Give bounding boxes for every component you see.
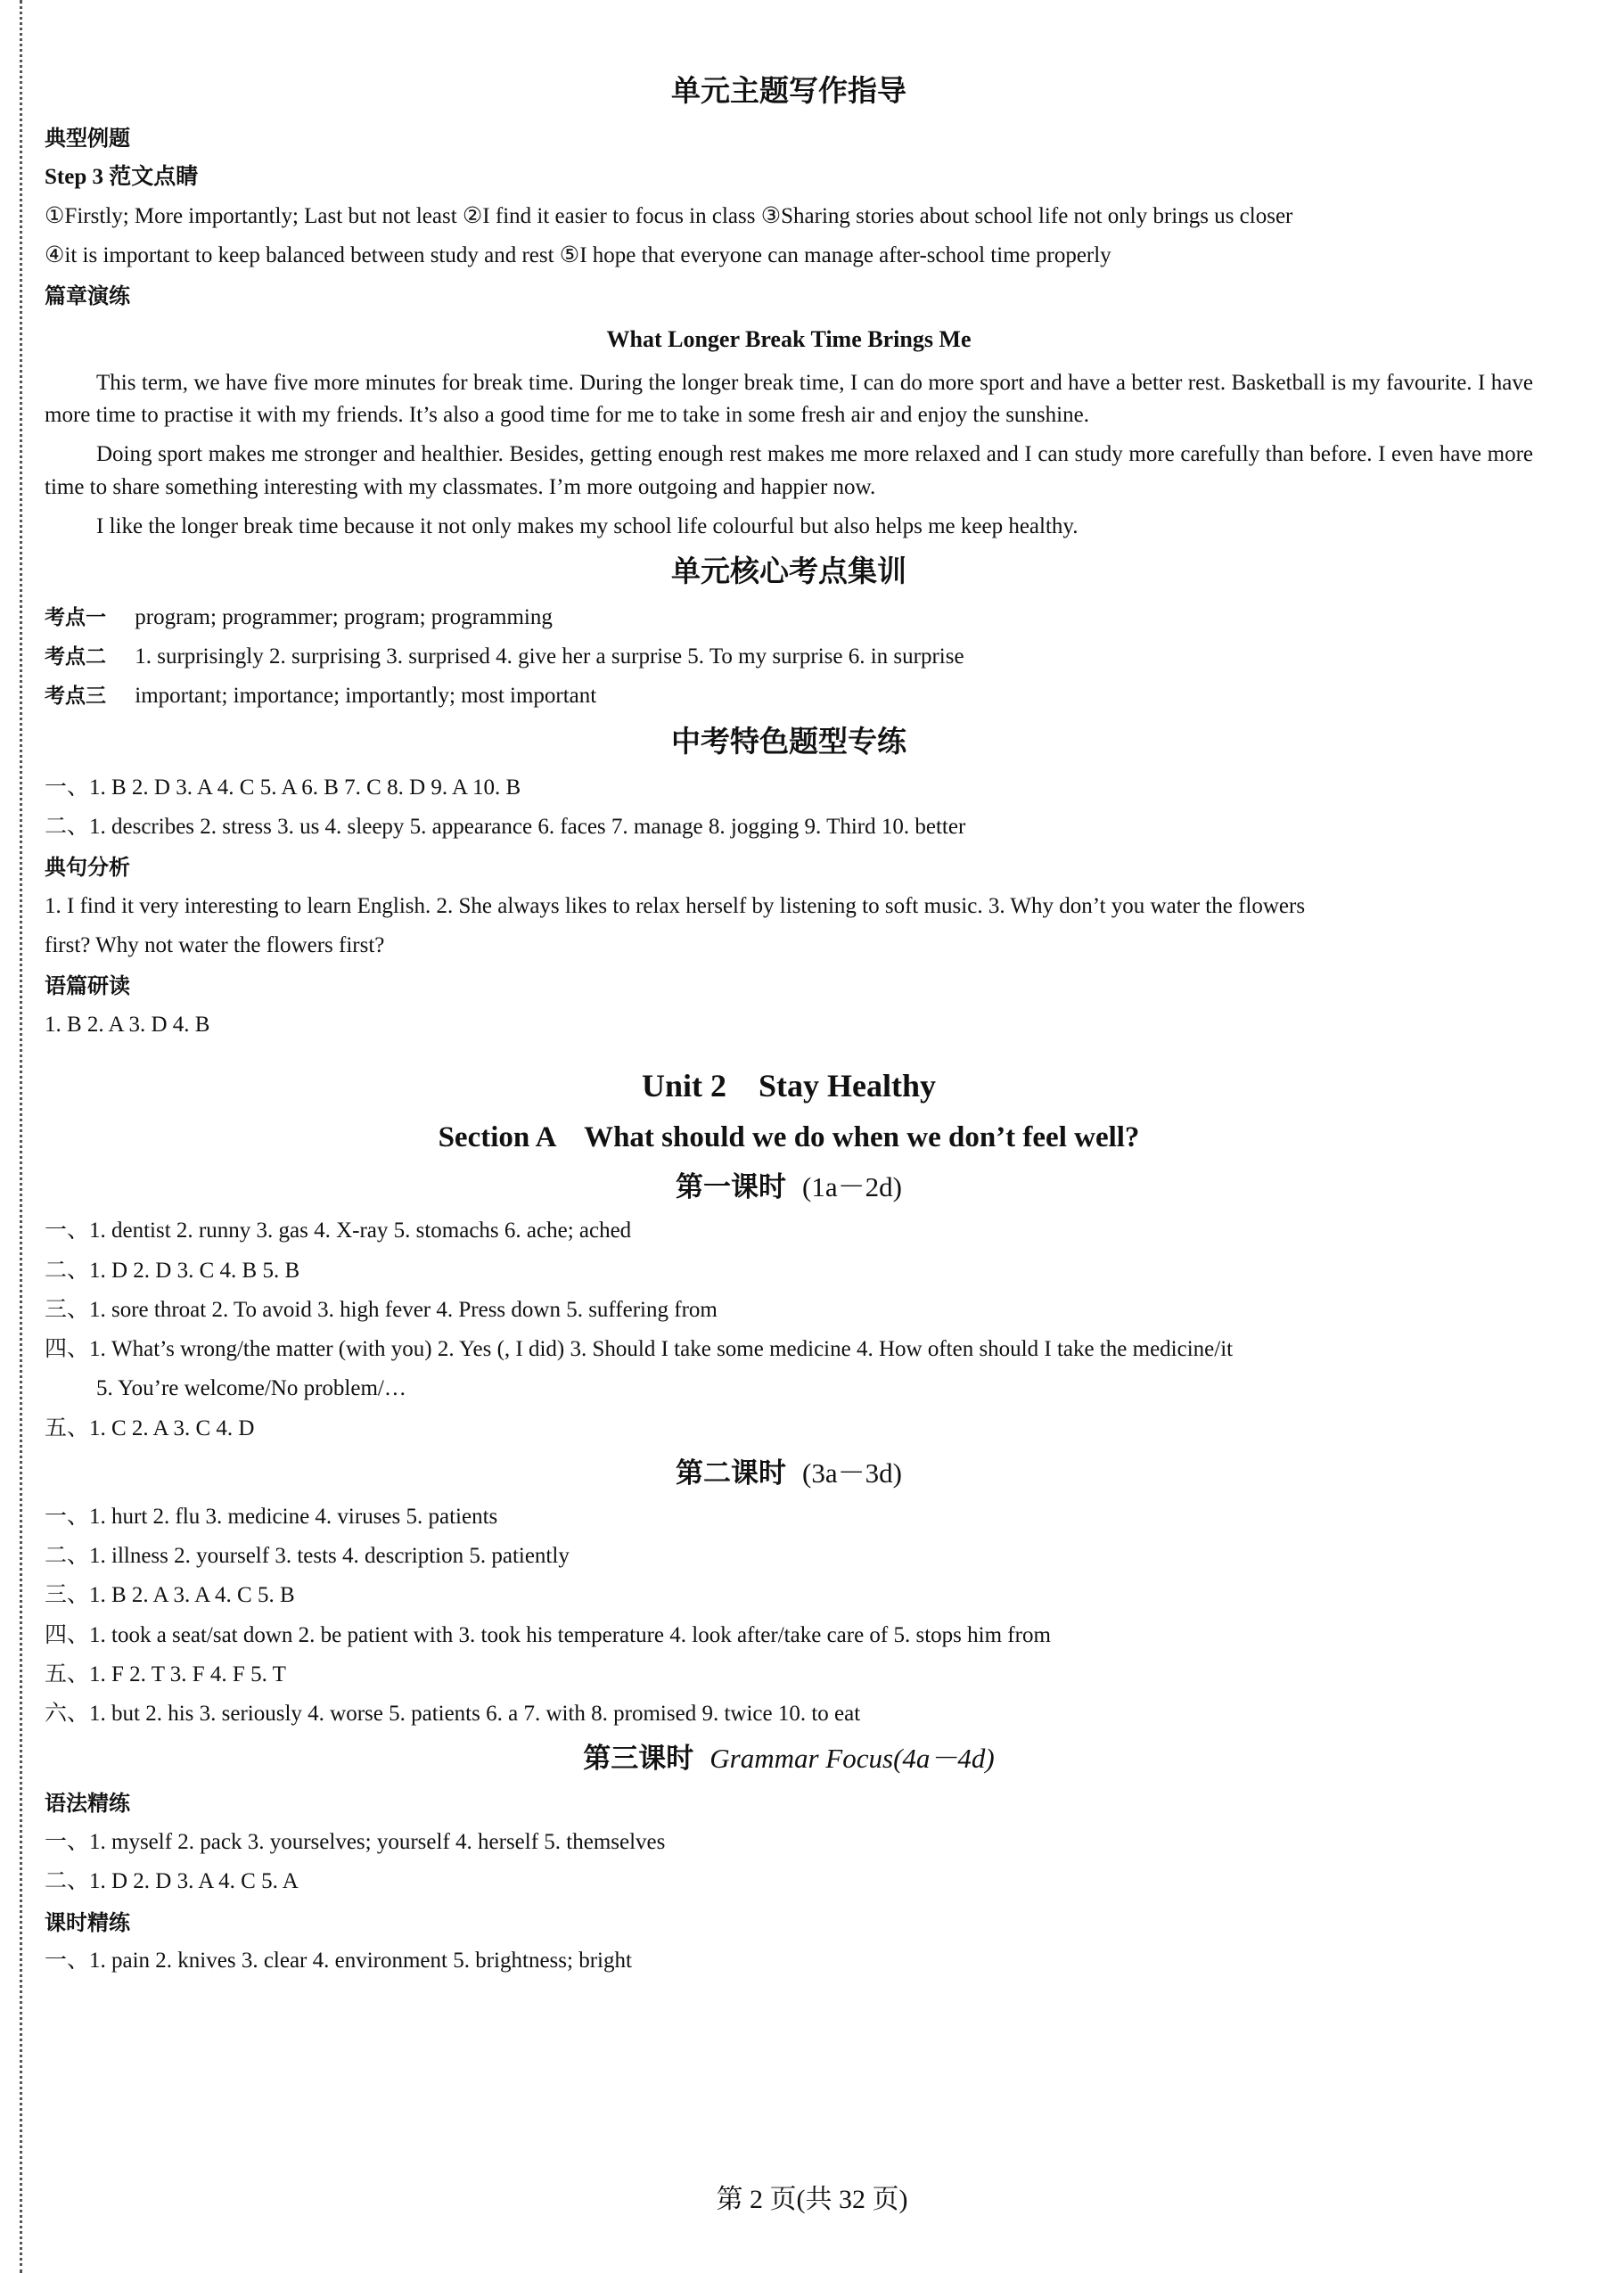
key-point-2-text: 1. surprisingly 2. surprising 3. surprised 4. give her a surprise 5. To my surprise 6. in surprise bbox=[135, 644, 964, 669]
grammar-answers-1: 一、1. myself 2. pack 3. yourselves; yourself 4. herself 5. themselves bbox=[45, 1830, 666, 1855]
section-a-title: Section A What should we do when we don’t feel well? bbox=[438, 1120, 1140, 1153]
sentence-answers-1: 1. I find it very interesting to learn English. 2. She always likes to relax herself by listening to soft music. 3. Why don’t you water the flowers bbox=[45, 893, 1306, 918]
label-grammar: 语法精练 bbox=[45, 1791, 130, 1817]
lesson-2-part-1: 一、1. hurt 2. flu 3. medicine 4. viruses 5. patients bbox=[45, 1504, 498, 1529]
binding-margin-line bbox=[20, 0, 22, 2273]
lesson-1-range: (1a－2d) bbox=[802, 1171, 902, 1203]
step-answers-line-1: ①Firstly; More importantly; Last but not least ②I find it easier to focus in class ③Sharing stories about school life not only brings us closer bbox=[45, 203, 1293, 228]
lesson-3-title: 第三课时 bbox=[583, 1743, 694, 1775]
key-point-2 bbox=[45, 641, 1533, 673]
label-example: 典型例题 bbox=[45, 125, 130, 151]
lesson-1-part-4: 四、1. What’s wrong/the matter (with you) 2. Yes (, I did) 3. Should I take some medicine 4. How often should I take the medicine/it bbox=[45, 1337, 1234, 1362]
section-title-core-points: 单元核心考点集训 bbox=[671, 556, 906, 589]
lesson-2-heading bbox=[45, 1454, 1533, 1494]
section-title-exam-practice: 中考特色题型专练 bbox=[671, 726, 906, 759]
label-sentence-analysis: 典句分析 bbox=[45, 855, 130, 881]
lesson-3-subtitle bbox=[709, 1743, 994, 1774]
lesson-2-part-5: 五、1. F 2. T 3. F 4. F 5. T bbox=[45, 1662, 286, 1686]
grammar-answers-2: 二、1. D 2. D 3. A 4. C 5. A bbox=[45, 1869, 299, 1894]
essay-paragraph-3: I like the longer break time because it not only makes my school life colourful but also helps me keep healthy. bbox=[96, 513, 1079, 538]
key-point-1-text: program; programmer; program; programming bbox=[135, 604, 553, 629]
lesson-1-part-5: 五、1. C 2. A 3. C 4. D bbox=[45, 1415, 255, 1440]
essay-title: What Longer Break Time Brings Me bbox=[606, 326, 972, 353]
lesson-2-part-4: 四、1. took a seat/sat down 2. be patient with 3. took his temperature 4. look after/take care of 5. stops him from bbox=[45, 1622, 1051, 1647]
page-footer: 第 2 页(共 32 页) bbox=[716, 2185, 908, 2214]
key-point-3-text: important; importance; importantly; most important bbox=[135, 684, 597, 709]
lesson-3-subtitle-text: Grammar Focus(4a－4d) bbox=[709, 1743, 995, 1775]
lesson-2-range: (3a－3d) bbox=[802, 1457, 902, 1489]
key-point-3 bbox=[45, 680, 1533, 712]
section-title-writing: 单元主题写作指导 bbox=[671, 76, 906, 108]
class-answers-1: 一、1. pain 2. knives 3. clear 4. environment 5. brightness; bright bbox=[45, 1949, 632, 1973]
essay-paragraph-2: Doing sport makes me stronger and healthier. Besides, getting enough rest makes me more relaxed and I can study more carefully than before. I even have more time to share something interesting with my classmates. I’m more outgoing and happier now. bbox=[45, 442, 1533, 499]
key-point-3-label: 考点三 bbox=[45, 685, 106, 709]
key-point-1-label: 考点一 bbox=[45, 605, 106, 629]
lesson-2-part-3: 三、1. B 2. A 3. A 4. C 5. B bbox=[45, 1583, 295, 1608]
label-reading: 语篇研读 bbox=[45, 973, 130, 999]
step-heading: Step 3 范文点睛 bbox=[45, 164, 199, 189]
key-point-1 bbox=[45, 602, 1533, 634]
label-practice: 篇章演练 bbox=[45, 283, 130, 309]
lesson-1-part-2: 二、1. D 2. D 3. C 4. B 5. B bbox=[45, 1258, 300, 1283]
lesson-1-part-1: 一、1. dentist 2. runny 3. gas 4. X-ray 5. stomachs 6. ache; ached bbox=[45, 1219, 632, 1243]
essay-paragraph-1: This term, we have five more minutes for break time. During the longer break time, I can do more sport and have a better rest. Basketball is my favourite. I have more time to practise it with my friends. It’s also a good time for me to take in some fresh air and enjoy the sunshine. bbox=[45, 370, 1533, 428]
answer-page bbox=[45, 62, 1533, 1985]
lesson-1-title: 第一课时 bbox=[676, 1171, 787, 1203]
lesson-2-part-2: 二、1. illness 2. yourself 3. tests 4. description 5. patiently bbox=[45, 1544, 570, 1569]
exam-answers-2: 二、1. describes 2. stress 3. us 4. sleepy 5. appearance 6. faces 7. manage 8. jogging 9. Third 10. better bbox=[45, 814, 966, 839]
reading-answers: 1. B 2. A 3. D 4. B bbox=[45, 1013, 210, 1038]
sentence-answers-2: first? Why not water the flowers first? bbox=[45, 933, 385, 958]
lesson-2-title: 第二课时 bbox=[676, 1457, 787, 1489]
lesson-1-part-4-cont: 5. You’re welcome/No problem/… bbox=[96, 1376, 406, 1401]
lesson-1-heading bbox=[45, 1168, 1533, 1208]
lesson-2-part-6: 六、1. but 2. his 3. seriously 4. worse 5. patients 6. a 7. with 8. promised 9. twice 10. to eat bbox=[45, 1702, 861, 1727]
unit-title: Unit 2 Stay Healthy bbox=[641, 1068, 936, 1104]
exam-answers-1: 一、1. B 2. D 3. A 4. C 5. A 6. B 7. C 8. D 9. A 10. B bbox=[45, 775, 521, 800]
lesson-1-part-3: 三、1. sore throat 2. To avoid 3. high fever 4. Press down 5. suffering from bbox=[45, 1297, 718, 1322]
key-point-2-label: 考点二 bbox=[45, 645, 106, 669]
step-answers-line-2: ④it is important to keep balanced between study and rest ⑤I hope that everyone can manage after-school time properly bbox=[45, 243, 1111, 268]
label-class-practice: 课时精练 bbox=[45, 1909, 130, 1935]
lesson-3-heading bbox=[45, 1739, 1533, 1779]
